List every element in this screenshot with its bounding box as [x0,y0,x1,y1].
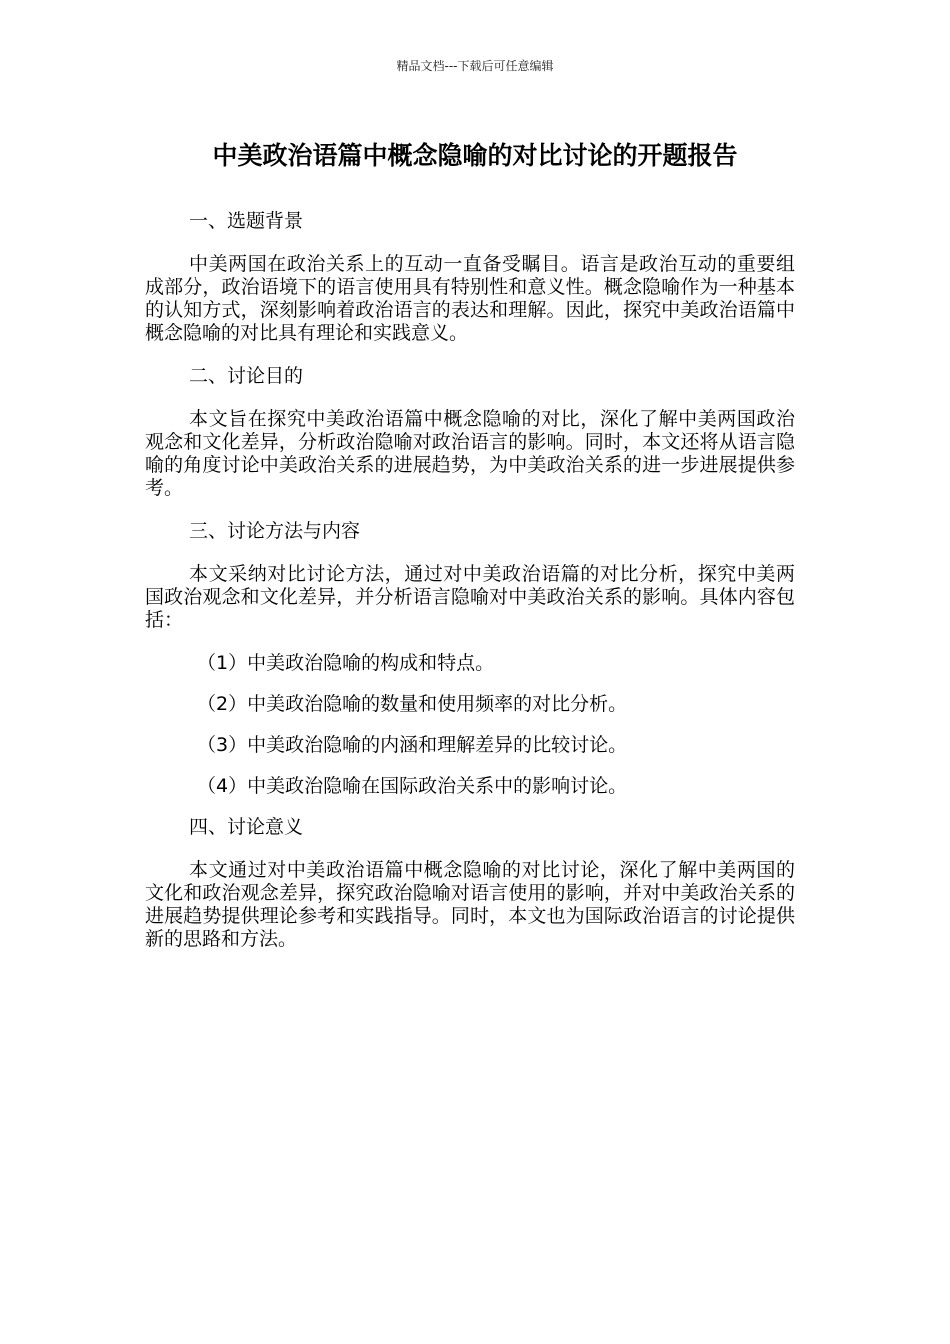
section-method-content [145,520,795,798]
list-item: （3）中美政治隐喻的内涵和理解差异的比较讨论。 [197,734,628,756]
section-heading: 二、讨论目的 [189,365,304,387]
section-paragraph: 本文旨在探究中美政治语篇中概念隐喻的对比，深化了解中美两国政治观念和文化差异，分析政治隐喻对政治语言的影响。同时，本文还将从语言隐喻的角度讨论中美政治关系的进展趋势，为中美政治关系的进一步进展提供参考。 [145,408,795,499]
page-header-watermark: 精品文档---下载后可任意编辑 [396,59,554,73]
section-purpose [145,365,795,500]
document-body [145,210,795,971]
section-significance [145,816,795,951]
section-heading: 四、讨论意义 [189,816,304,838]
section-heading: 一、选题背景 [189,210,304,232]
section-background [145,210,795,345]
list-item: （1）中美政治隐喻的构成和特点。 [197,652,495,674]
list-item: （2）中美政治隐喻的数量和使用频率的对比分析。 [197,693,628,715]
section-heading: 三、讨论方法与内容 [189,520,361,542]
document-title: 中美政治语篇中概念隐喻的对比讨论的开题报告 [212,141,738,170]
section-paragraph: 中美两国在政治关系上的互动一直备受瞩目。语言是政治互动的重要组成部分，政治语境下的语言使用具有特别性和意义性。概念隐喻作为一种基本的认知方式，深刻影响着政治语言的表达和理解。因此，探究中美政治语篇中概念隐喻的对比具有理论和实践意义。 [145,253,795,344]
section-paragraph: 本文采纳对比讨论方法，通过对中美政治语篇的对比分析，探究中美两国政治观念和文化差异，并分析语言隐喻对中美政治关系的影响。具体内容包括： [145,563,795,631]
content-list [145,652,795,798]
section-paragraph: 本文通过对中美政治语篇中概念隐喻的对比讨论，深化了解中美两国的文化和政治观念差异，探究政治隐喻对语言使用的影响，并对中美政治关系的进展趋势提供理论参考和实践指导。同时，本文也为国际政治语言的讨论提供新的思路和方法。 [145,859,795,950]
list-item: （4）中美政治隐喻在国际政治关系中的影响讨论。 [197,775,628,797]
